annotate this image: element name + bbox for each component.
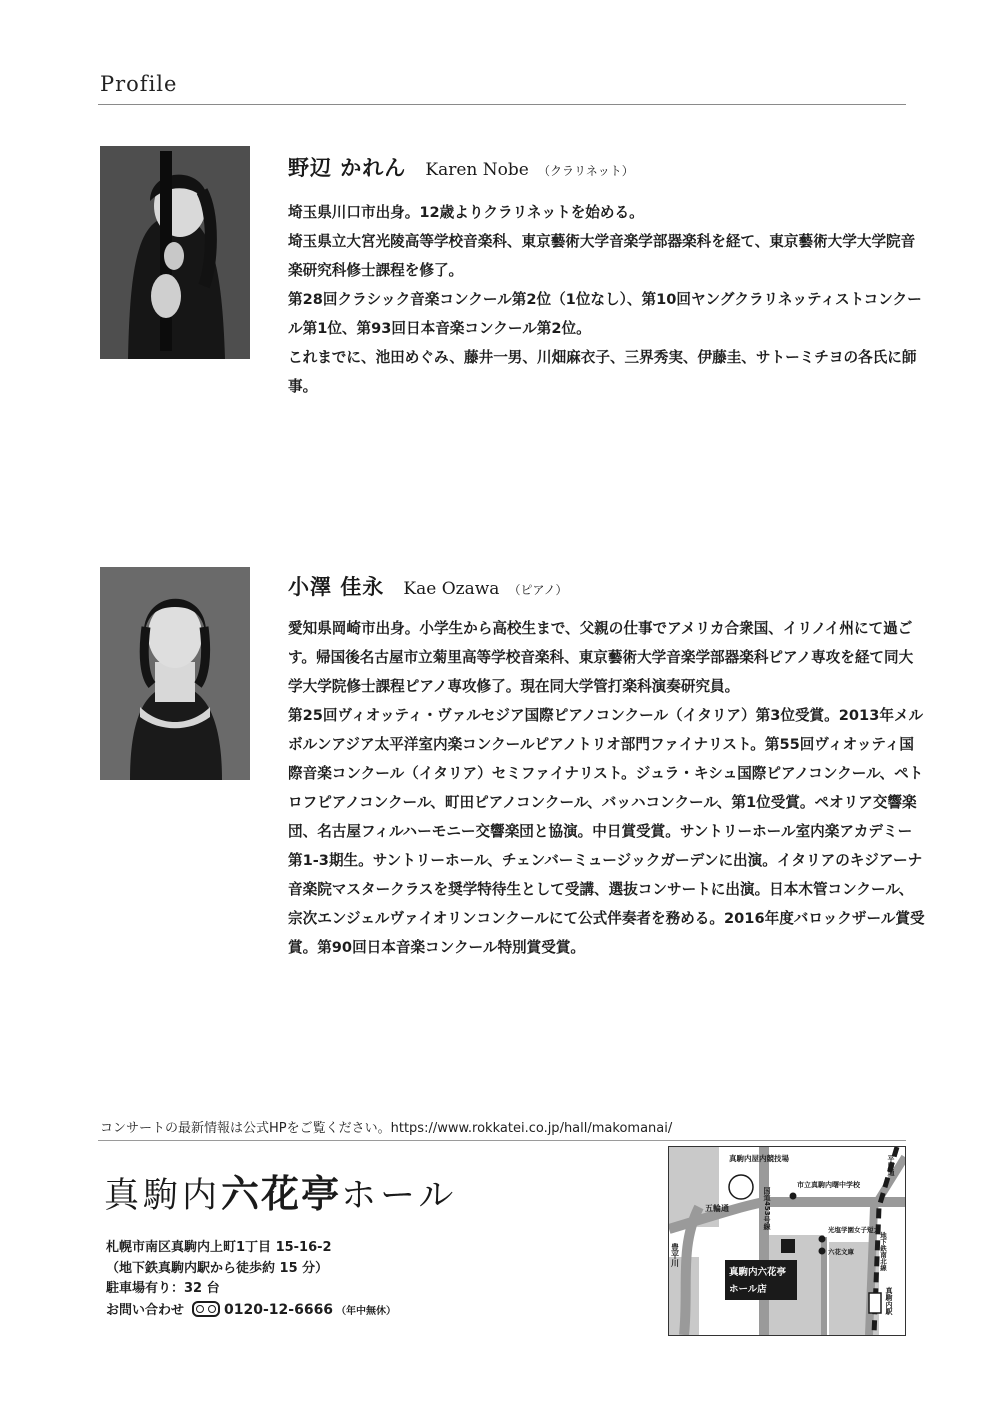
- profile-name-jp: 小澤 佳永: [288, 574, 385, 599]
- profile-instrument: （ピアノ）: [508, 583, 568, 597]
- bio-paragraph: 愛知県岡崎市出身。小学生から高校生まで、父親の仕事でアメリカ合衆国、イリノイ州にて過ごす。帰国後名古屋市立菊里高等学校音楽科、東京藝術大学音楽学部器楽科ピアノ専攻を経て同大学大学院修士課程ピアノ専攻修了。現在同大学管打楽科演奏研究員。: [288, 620, 914, 695]
- map-label-subway: 地下鉄南北線: [879, 1232, 887, 1271]
- map-label-gorin: 五輪通: [705, 1204, 729, 1213]
- profile-name-en: Kae Ozawa: [403, 579, 500, 599]
- hall-parking: 駐車場有り：32 台: [106, 1281, 220, 1296]
- hall-address-block: [106, 1238, 396, 1322]
- footer-website-note: コンサートの最新情報は公式HPをご覧ください。https://www.rokkatei.co.jp/hall/makomanai/: [100, 1121, 673, 1136]
- hall-contact: [106, 1300, 396, 1323]
- profile-name-row-1: [288, 152, 634, 182]
- phone-hours: （年中無休）: [336, 1305, 397, 1317]
- map-label-route-453: 国道453号線: [763, 1187, 771, 1230]
- map-label-university: 光塩学園女子短大: [828, 1226, 880, 1234]
- hall-name-brand: 六花亭: [221, 1171, 342, 1216]
- map-label-school: 市立真駒内曙中学校: [797, 1181, 860, 1189]
- map-label-station: 真駒内駅: [885, 1287, 893, 1315]
- hall-name-prefix: 真駒内: [104, 1176, 222, 1216]
- hall-address: 札幌市南区真駒内上町1丁目 15-16-2: [106, 1240, 332, 1255]
- hall-access: （地下鉄真駒内駅から徒歩約 15 分）: [106, 1260, 329, 1276]
- bio-paragraph: 第28回クラシック音楽コンクール第2位（1位なし）、第10回ヤングクラリネッティストコンクール第1位、第93回日本音楽コンクール第2位。: [288, 291, 922, 337]
- map-label-stadium: 真駒内屋内競技場: [729, 1154, 789, 1163]
- map-label-hiragishi: 平岸通: [887, 1155, 895, 1176]
- profile-bio-1: [288, 198, 926, 401]
- hall-logo: [104, 1163, 457, 1218]
- map-label-river: 豊平川: [670, 1243, 680, 1267]
- profile-photo-kae-ozawa: [100, 567, 250, 780]
- profile-name-en: Karen Nobe: [425, 160, 529, 180]
- page-title: Profile: [100, 72, 178, 96]
- bio-paragraph: 埼玉県立大宮光陵高等学校音楽科、東京藝術大学音楽学部器楽科を経て、東京藝術大学大学院音楽研究科修士課程を修了。: [288, 233, 916, 279]
- hall-name-suffix: ホール: [341, 1176, 458, 1216]
- bio-paragraph: これまでに、池田めぐみ、藤井一男、川畑麻衣子、三界秀実、伊藤圭、サトーミチヨの各氏に師事。: [288, 349, 917, 395]
- phone-number: 0120-12-6666: [224, 1301, 334, 1318]
- map-label-hall-1: 真駒内六花亭: [729, 1267, 787, 1278]
- map-label-rokka-bunko: 六花文庫: [828, 1248, 854, 1256]
- footer-divider: [98, 1140, 906, 1141]
- bio-paragraph: 第25回ヴィオッティ・ヴァルセジア国際ピアノコンクール（イタリア）第3位受賞。2013年メルボルンアジア太平洋室内楽コンクールピアノトリオ部門ファイナリスト。第55回ヴィオッティ国際音楽コンクール（イタリア）セミファイナリスト。ジュラ・キシュ国際ピアノコンクール、ペトロフピアノコンクール、町田ピアノコンクール、バッハコンクール、第1位受賞。ペオリア交響楽団、名古屋フィルハーモニー交響楽団と協演。中日賞受賞。サントリーホール室内楽アカデミー第1-3期生。サントリーホール、チェンバーミュージックガーデンに出演。イタリアのキジアーナ音楽院マスタークラスを奨学特待生として受講、選抜コンサートに出演。日本木管コンクール、宗次エンジェルヴァイオリンコンクールにて公式伴奏者を務める。2016年度バロックザール賞受賞。第90回日本音楽コンクール特別賞受賞。: [288, 707, 925, 956]
- bio-paragraph: 埼玉県川口市出身。12歳よりクラリネットを始める。: [288, 204, 644, 221]
- profile-photo-karen-nobe: [100, 146, 250, 359]
- profile-instrument: （クラリネット）: [537, 164, 634, 178]
- profile-bio-2: [288, 614, 926, 962]
- access-map: [668, 1146, 906, 1336]
- profile-name-jp: 野辺 かれん: [288, 155, 407, 180]
- free-dial-icon: [192, 1301, 220, 1317]
- header-divider: [98, 104, 906, 105]
- map-label-hall-2: ホール店: [729, 1284, 767, 1295]
- profile-name-row-2: [288, 571, 568, 601]
- contact-label: お問い合わせ: [106, 1302, 185, 1318]
